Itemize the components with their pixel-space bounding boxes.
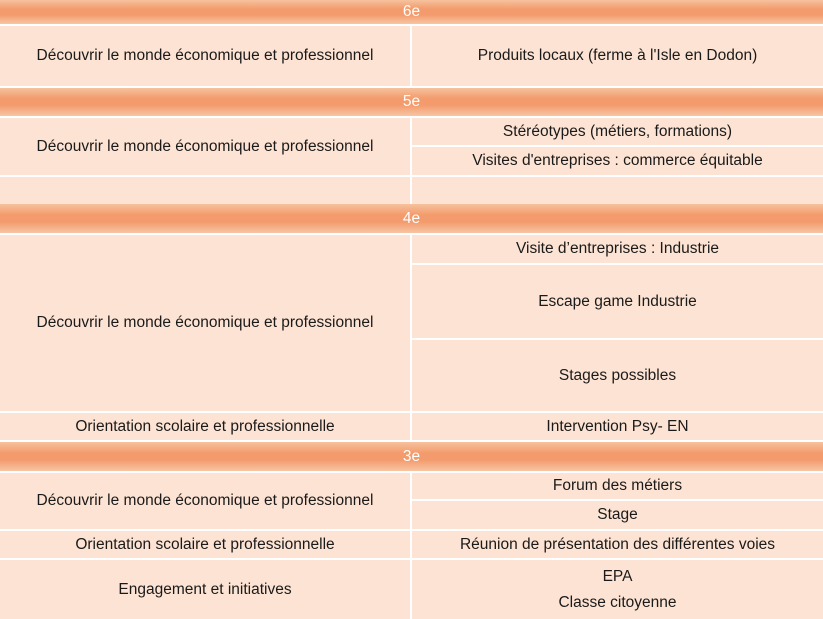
activity-label: Produits locaux (ferme à l'Isle en Dodon) bbox=[477, 47, 758, 64]
domain-cell bbox=[0, 560, 410, 619]
empty-cell bbox=[0, 177, 410, 204]
activity-cell bbox=[412, 265, 823, 338]
grade-label: 4e bbox=[402, 209, 421, 227]
grade-header-4e bbox=[0, 204, 823, 233]
domain-label: Découvrir le monde économique et professionnel bbox=[36, 47, 374, 64]
activity-cell bbox=[412, 413, 823, 440]
activity-cell bbox=[412, 118, 823, 145]
grade-header-3e bbox=[0, 442, 823, 471]
activity-cell bbox=[412, 560, 823, 619]
activity-cell bbox=[412, 473, 823, 499]
activity-label: Stages possibles bbox=[558, 366, 677, 384]
grade-header-5e bbox=[0, 88, 823, 116]
activity-label: Stéréotypes (métiers, formations) bbox=[502, 122, 733, 140]
activity-label: Classe citoyenne bbox=[558, 593, 677, 611]
domain-cell bbox=[0, 118, 410, 175]
activity-label: Intervention Psy- EN bbox=[546, 417, 689, 435]
activity-label: Forum des métiers bbox=[552, 477, 683, 494]
domain-cell bbox=[0, 26, 410, 86]
activity-label: Visite d’entreprises : Industrie bbox=[515, 240, 720, 257]
grade-header-6e bbox=[0, 0, 823, 24]
grade-label: 6e bbox=[402, 3, 421, 20]
activity-cell bbox=[412, 340, 823, 411]
activity-label: Réunion de présentation des différentes voies bbox=[459, 535, 776, 553]
domain-label: Orientation scolaire et professionnelle bbox=[75, 535, 335, 553]
activity-cell bbox=[412, 235, 823, 263]
grade-label: 5e bbox=[402, 93, 421, 110]
domain-label: Découvrir le monde économique et professionnel bbox=[36, 314, 374, 331]
activity-cell bbox=[412, 501, 823, 529]
activity-label: Escape game Industrie bbox=[538, 292, 697, 310]
domain-cell bbox=[0, 473, 410, 529]
grade-label: 3e bbox=[402, 447, 421, 465]
domain-cell bbox=[0, 235, 410, 411]
domain-label: Découvrir le monde économique et professionnel bbox=[36, 492, 374, 509]
domain-cell bbox=[0, 413, 410, 440]
activity-label: Stage bbox=[597, 506, 638, 523]
activity-cell bbox=[412, 531, 823, 558]
domain-label: Orientation scolaire et professionnelle bbox=[75, 417, 335, 435]
activity-label: EPA bbox=[602, 567, 633, 585]
domain-label: Découvrir le monde économique et professionnel bbox=[36, 137, 374, 155]
domain-cell bbox=[0, 531, 410, 558]
activity-cell bbox=[412, 147, 823, 175]
domain-label: Engagement et initiatives bbox=[118, 580, 292, 598]
activity-cell bbox=[412, 26, 823, 86]
activity-label: Visites d'entreprises : commerce équitable bbox=[472, 152, 763, 169]
empty-cell bbox=[412, 177, 823, 204]
